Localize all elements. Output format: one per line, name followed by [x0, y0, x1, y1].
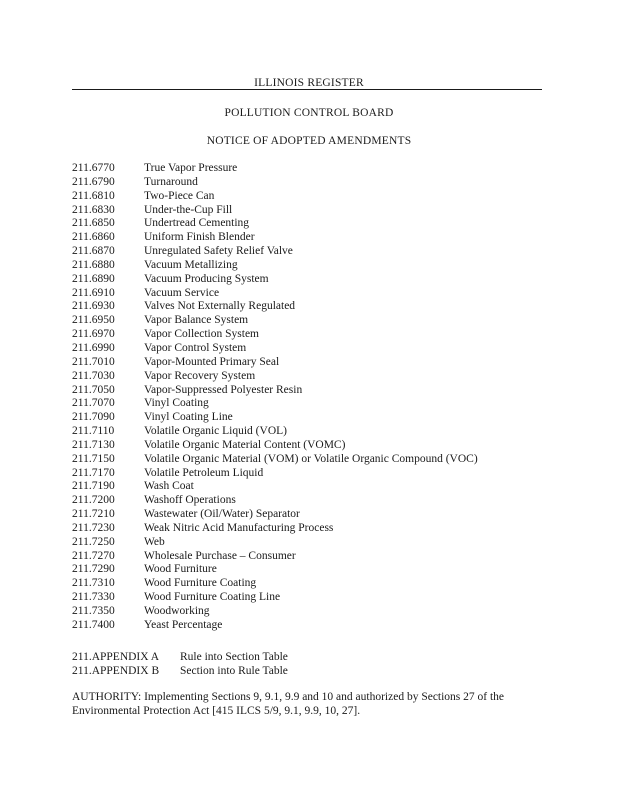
section-row-title: Turnaround	[144, 175, 198, 188]
section-row-number: 211.6890	[72, 272, 115, 285]
section-row-number: 211.7400	[72, 618, 115, 631]
appendix-row-number: 211.APPENDIX A	[72, 651, 160, 663]
section-row	[72, 522, 542, 536]
section-row	[72, 550, 542, 564]
section-row-title: Vapor Collection System	[144, 328, 259, 341]
section-row-number: 211.7230	[72, 521, 115, 534]
section-row	[72, 397, 542, 411]
section-row-number: 211.6860	[72, 231, 115, 244]
section-row	[72, 231, 542, 245]
section-row-number: 211.7070	[72, 397, 115, 410]
authority-paragraph: AUTHORITY: Implementing Sections 9, 9.1, 9.9 and 10 and authorized by Sections 27 of the Environmental Protection Act [415 ILCS 5/9, 9.1, 9.9, 10, 27].	[72, 691, 505, 717]
section-row-title: Wood Furniture Coating Line	[144, 591, 281, 604]
appendix-list	[72, 650, 542, 678]
section-row-number: 211.7350	[72, 605, 115, 617]
section-row-title: Wood Furniture Coating	[144, 577, 257, 590]
section-row-number: 211.6770	[72, 162, 115, 174]
section-row-title: Vacuum Service	[144, 286, 220, 299]
section-row-number: 211.7270	[72, 549, 115, 562]
section-row-number: 211.7050	[72, 383, 115, 396]
section-row	[72, 591, 542, 605]
appendix-row	[72, 650, 542, 664]
section-row	[72, 467, 542, 481]
section-row	[72, 370, 542, 384]
section-row	[72, 439, 542, 453]
register-title	[0, 77, 618, 89]
section-row-title: Under-the-Cup Fill	[144, 203, 233, 216]
section-row-number: 211.7200	[72, 494, 115, 507]
section-row	[72, 619, 542, 633]
section-row-number: 211.7150	[72, 452, 115, 465]
section-row	[72, 176, 542, 190]
section-row	[72, 162, 542, 176]
section-row	[72, 563, 542, 577]
section-row	[72, 245, 542, 259]
section-row	[72, 384, 542, 398]
section-row-title: Vapor Recovery System	[144, 369, 256, 382]
section-row-title: Wholesale Purchase – Consumer	[144, 549, 296, 562]
section-row	[72, 217, 542, 231]
notice-title: NOTICE OF ADOPTED AMENDMENTS	[206, 135, 412, 147]
section-row	[72, 273, 542, 287]
appendix-row-title: Rule into Section Table	[180, 651, 288, 663]
section-row-number: 211.6830	[72, 203, 115, 216]
section-row-title: Web	[144, 535, 165, 548]
section-row-title: Undertread Cementing	[144, 217, 250, 230]
section-row-number: 211.6870	[72, 245, 115, 258]
section-row	[72, 204, 542, 218]
board-name: POLLUTION CONTROL BOARD	[224, 107, 394, 119]
section-row-number: 211.7290	[72, 563, 115, 576]
section-row-number: 211.6810	[72, 189, 115, 202]
section-row-title: Washoff Operations	[144, 494, 236, 507]
section-row	[72, 300, 542, 314]
section-row-title: Weak Nitric Acid Manufacturing Process	[144, 521, 334, 534]
section-row	[72, 190, 542, 204]
section-row-number: 211.7330	[72, 591, 115, 604]
section-row-number: 211.6990	[72, 341, 115, 354]
section-row-title: Wood Furniture	[144, 563, 217, 576]
section-row-number: 211.6930	[72, 300, 115, 313]
section-row	[72, 356, 542, 370]
section-row	[72, 259, 542, 273]
section-row-title: Two-Piece Can	[144, 189, 215, 202]
section-row	[72, 494, 542, 508]
section-row-title: Woodworking	[144, 605, 210, 617]
register-title-text: ILLINOIS REGISTER	[254, 77, 364, 89]
section-row-title: Vapor Balance System	[144, 314, 249, 327]
section-row-title: Vinyl Coating Line	[144, 411, 233, 424]
section-row	[72, 508, 542, 522]
section-row-title: Vinyl Coating	[144, 397, 209, 410]
section-row-number: 211.6950	[72, 314, 115, 327]
section-row-title: Vapor-Mounted Primary Seal	[144, 355, 280, 368]
section-row	[72, 328, 542, 342]
section-row	[72, 287, 542, 301]
section-list	[72, 162, 542, 633]
section-row	[72, 411, 542, 425]
section-row-title: Volatile Organic Liquid (VOL)	[144, 425, 287, 438]
section-row-number: 211.7010	[72, 355, 115, 368]
section-row-number: 211.7190	[72, 480, 115, 493]
section-row-title: Yeast Percentage	[144, 618, 223, 631]
section-row-title: Vapor-Suppressed Polyester Resin	[144, 383, 303, 396]
section-row-number: 211.7210	[72, 508, 115, 521]
section-row	[72, 577, 542, 591]
section-row-title: True Vapor Pressure	[144, 162, 238, 174]
section-row	[72, 314, 542, 328]
section-row	[72, 536, 542, 550]
section-row-title: Volatile Organic Material (VOM) or Volatile Organic Compound (VOC)	[144, 452, 478, 465]
section-row	[72, 480, 542, 494]
appendix-row	[72, 664, 542, 678]
section-row-title: Valves Not Externally Regulated	[144, 300, 296, 313]
section-row-title: Volatile Petroleum Liquid	[144, 466, 264, 479]
section-row	[72, 605, 542, 619]
appendix-row-number: 211.APPENDIX B	[72, 665, 160, 677]
section-row-title: Uniform Finish Blender	[144, 231, 255, 244]
section-row-number: 211.7130	[72, 438, 115, 451]
section-row	[72, 453, 542, 467]
section-row-title: Wastewater (Oil/Water) Separator	[144, 508, 300, 521]
section-row-number: 211.7310	[72, 577, 115, 590]
section-row	[72, 342, 542, 356]
section-row-number: 211.6970	[72, 328, 115, 341]
section-row-title: Wash Coat	[144, 480, 194, 493]
section-row-title: Vacuum Producing System	[144, 272, 269, 285]
section-row-number: 211.6880	[72, 258, 115, 271]
appendix-row-title: Section into Rule Table	[180, 665, 288, 677]
section-row-number: 211.7250	[72, 535, 115, 548]
section-row-number: 211.6790	[72, 175, 115, 188]
section-row	[72, 425, 542, 439]
section-row-number: 211.7170	[72, 466, 115, 479]
section-row-number: 211.6910	[72, 286, 115, 299]
section-row-title: Volatile Organic Material Content (VOMC)	[144, 438, 346, 451]
section-row-number: 211.6850	[72, 217, 115, 230]
section-row-number: 211.7090	[72, 411, 115, 424]
section-row-number: 211.7110	[72, 425, 115, 438]
section-row-title: Vacuum Metallizing	[144, 258, 238, 271]
section-row-title: Vapor Control System	[144, 341, 247, 354]
section-row-title: Unregulated Safety Relief Valve	[144, 245, 293, 258]
section-row-number: 211.7030	[72, 369, 115, 382]
